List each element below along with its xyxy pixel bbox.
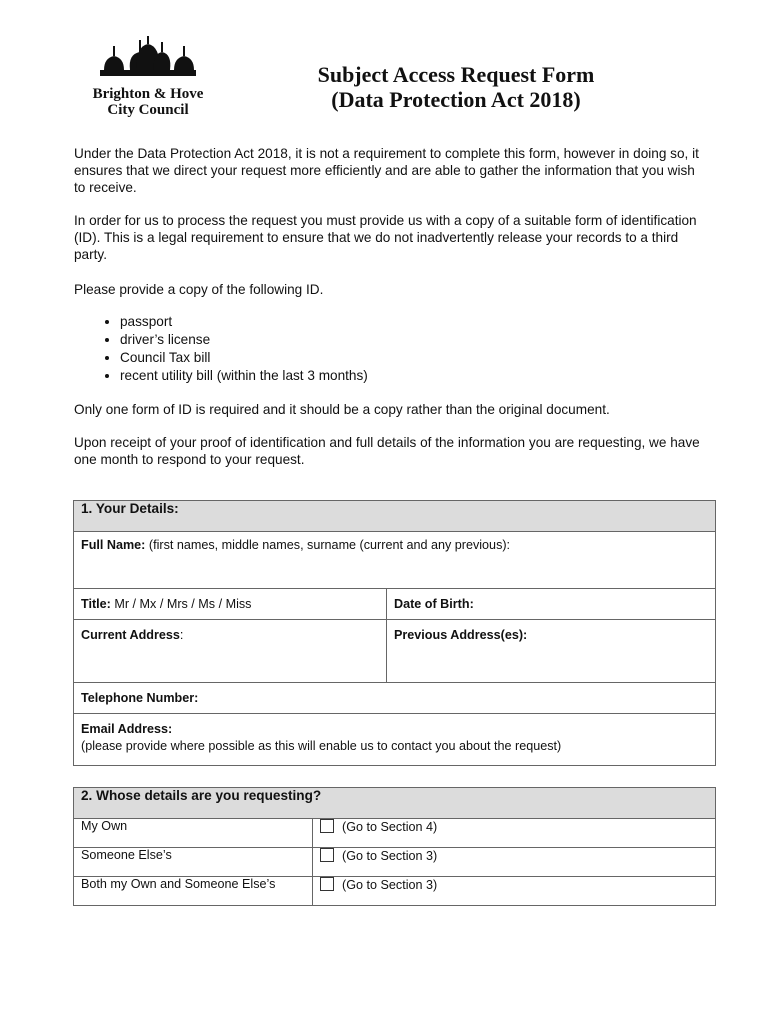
intro-paragraph-3: Please provide a copy of the following ID. [74,282,324,297]
id-list [74,313,368,385]
option-someone-else[interactable] [313,848,716,877]
title-options: Mr / Mx / Mrs / Ms / Miss [110,597,252,611]
list-item: • driver’s license [120,331,368,349]
form-title-line2: (Data Protection Act 2018) [331,87,581,112]
section2-heading: 2. Whose details are you requesting? [74,788,716,819]
title-field[interactable] [74,589,387,620]
previous-address-field[interactable] [387,620,716,683]
current-address-label: Current Address [81,628,180,642]
option-note: (Go to Section 3) [342,849,438,863]
form-title-line1: Subject Access Request Form [317,62,595,87]
pavilion-domes-icon [96,36,200,84]
org-name-line2: City Council [107,102,189,118]
date-of-birth-field[interactable] [387,589,716,620]
intro-paragraph-2: In order for us to process the request you must provide us with a copy of a suitable form of identification (ID). This is a legal requirement to ensure that we do not inadvertently release your records to a third party. [74,213,697,262]
checkbox-both[interactable] [320,877,334,891]
intro-paragraph-5: Upon receipt of your proof of identification and full details of the information you are requesting, we have one month to respond to your request. [74,435,700,467]
option-note: (Go to Section 3) [342,878,438,892]
previous-address-label: Previous Address(es): [394,628,528,642]
list-item: • passport [120,313,368,331]
whose-details-table [73,787,716,906]
form-title [266,62,646,112]
full-name-field[interactable] [74,532,716,589]
option-note: (Go to Section 4) [342,820,438,834]
section1-heading: 1. Your Details: [74,501,716,532]
dob-label: Date of Birth: [394,597,474,611]
full-name-hint: (first names, middle names, surname (current and any previous): [145,538,511,552]
option-label: My Own [74,819,313,848]
email-field[interactable] [74,714,716,766]
current-address-colon: : [179,628,184,642]
intro-paragraph-4: Only one form of ID is required and it should be a copy rather than the original document. [74,402,610,417]
telephone-label: Telephone Number: [81,691,199,705]
full-name-label: Full Name: [81,538,146,552]
option-my-own[interactable] [313,819,716,848]
your-details-table [73,500,716,766]
title-label: Title: [81,597,111,611]
option-label: Both my Own and Someone Else’s [74,877,313,906]
telephone-field[interactable] [74,683,716,714]
checkbox-someone-else[interactable] [320,848,334,862]
council-logo [78,36,218,122]
option-label: Someone Else’s [74,848,313,877]
org-name-line1: Brighton & Hove [92,86,204,102]
checkbox-my-own[interactable] [320,819,334,833]
list-item: • recent utility bill (within the last 3 months) [120,367,368,385]
current-address-field[interactable] [74,620,387,683]
list-item: • Council Tax bill [120,349,368,367]
email-label: Email Address: [81,722,173,736]
email-hint: (please provide where possible as this will enable us to contact you about the request) [81,739,562,753]
option-both[interactable] [313,877,716,906]
intro-paragraph-1: Under the Data Protection Act 2018, it is not a requirement to complete this form, however in doing so, it ensures that we direct your request more efficiently and are able to gather the information that you wish to receive. [74,146,699,195]
